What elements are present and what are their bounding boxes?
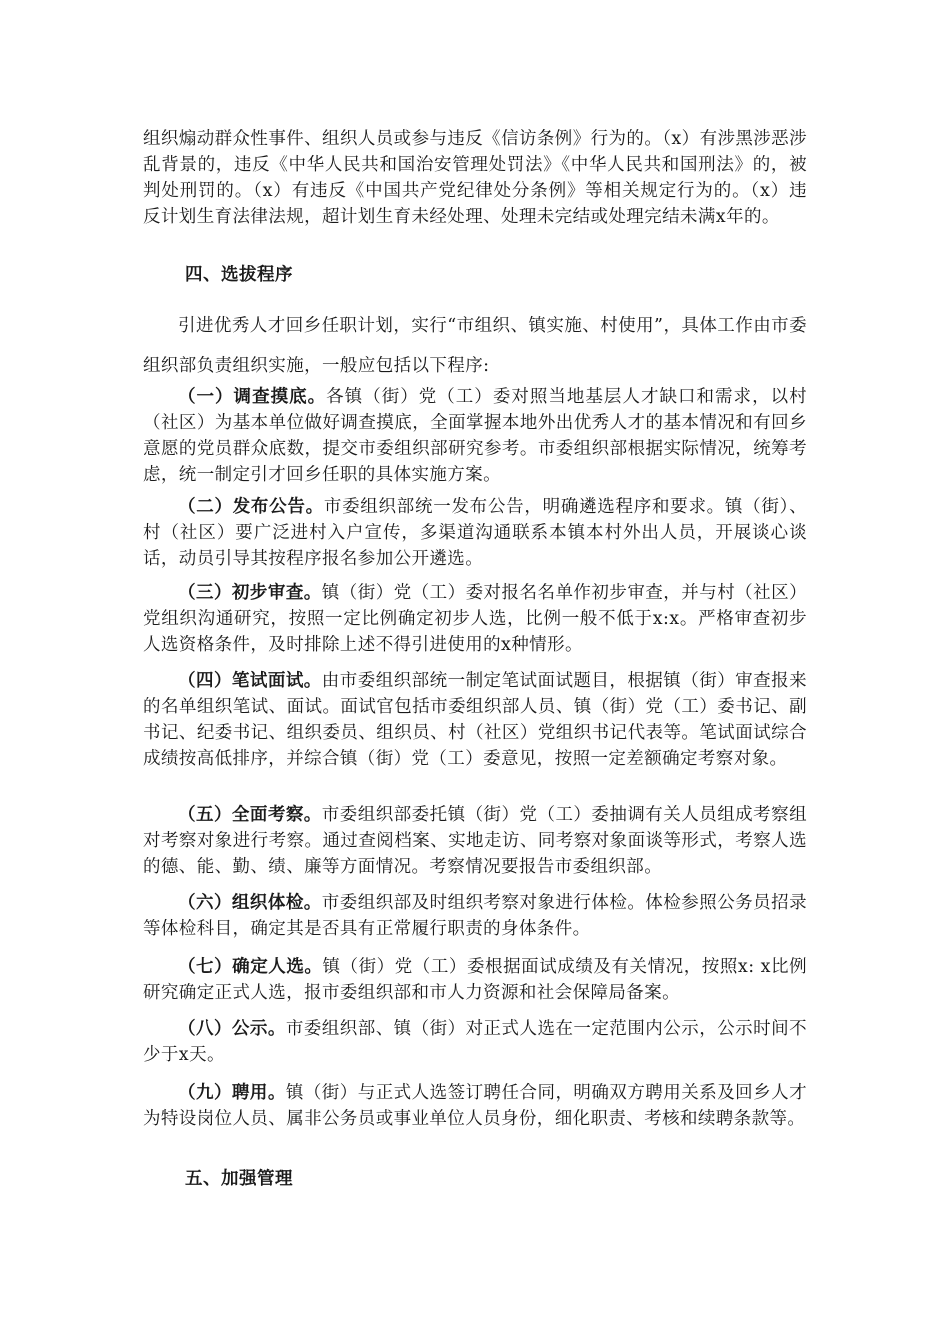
step-paragraph: [143, 494, 807, 572]
section-intro-paragraph: 引进优秀人才回乡任职计划，实行“市组织、镇实施、村使用”，具体工作由市委组织部负责组织实施，一般应包括以下程序:: [143, 316, 807, 376]
step-label: （九）聘用。: [178, 1083, 286, 1103]
step-label: （一）调查摸底。: [178, 387, 327, 407]
step-label: （七）确定人选。: [178, 957, 323, 977]
step-paragraph: [143, 580, 807, 658]
step-paragraph: [143, 890, 807, 942]
section-heading-5: 五、加强管理: [185, 1169, 293, 1189]
step-paragraph: [143, 802, 807, 880]
step-label: （二）发布公告。: [178, 497, 324, 517]
continuation-paragraph: 组织煽动群众性事件、组织人员或参与违反《信访条例》行为的。（x）有涉黑涉恶涉乱背景的，违反《中华人民共和国治安管理处罚法》《中华人民共和国刑法》的，被判处刑罚的。（x）有违反《中国共产党纪律处分条例》等相关规定行为的。（x）违反计划生育法律法规，超计划生育未经处理、处理未完结或处理完结未满x年的。: [143, 129, 807, 227]
step-text: 镇（街）党（工）委对报名名单作初步审查，并与村（社区）党组织沟通研究，按照一定比例确定初步人选，比例一般不低于x:x。严格审查初步人选资格条件，及时排除上述不得引进使用的x种情形。: [143, 583, 807, 655]
step-text: 市委组织部统一发布公告，明确遴选程序和要求。镇（街）、村（社区）要广泛进村入户宣传，多渠道沟通联系本镇本村外出人员，开展谈心谈话，动员引导其按程序报名参加公开遴选。: [143, 497, 807, 569]
step-paragraph: [143, 1080, 807, 1132]
section-heading-4: 四、选拔程序: [185, 265, 293, 285]
step-paragraph: [143, 668, 807, 772]
step-label: （三）初步审查。: [178, 583, 322, 603]
step-text: 镇（街）党（工）委根据面试成绩及有关情况，按照x: x比例研究确定正式人选，报市委组织部和市人力资源和社会保障局备案。: [143, 957, 808, 1003]
step-text: 市委组织部委托镇（街）党（工）委抽调有关人员组成考察组对考察对象进行考察。通过查阅档案、实地走访、同考察对象面谈等形式，考察人选的德、能、勤、绩、廉等方面情况。考察情况要报告市委组织部。: [143, 805, 807, 877]
step-paragraph: [143, 1016, 807, 1068]
step-paragraph: [143, 384, 807, 488]
step-text: 市委组织部、镇（街）对正式人选在一定范围内公示，公示时间不少于x天。: [143, 1019, 807, 1065]
step-label: （四）笔试面试。: [178, 671, 322, 691]
step-label: （八）公示。: [178, 1019, 286, 1039]
step-paragraph: [143, 954, 807, 1006]
step-text: 镇（街）与正式人选签订聘任合同，明确双方聘用关系及回乡人才为特设岗位人员、属非公务员或事业单位人员身份，细化职责、考核和续聘条款等。: [143, 1083, 807, 1129]
step-text: 各镇（街）党（工）委对照当地基层人才缺口和需求，以村（社区）为基本单位做好调查摸底，全面掌握本地外出优秀人才的基本情况和有回乡意愿的党员群众底数，提交市委组织部研究参考。市委组织部根据实际情况，统筹考虑，统一制定引才回乡任职的具体实施方案。: [143, 387, 808, 485]
step-label: （五）全面考察。: [178, 805, 322, 825]
step-text: 由市委组织部统一制定笔试面试题目，根据镇（街）审查报来的名单组织笔试、面试。面试官包括市委组织部人员、镇（街）党（工）委书记、副书记、纪委书记、组织委员、组织员、村（社区）党组织书记代表等。笔试面试综合成绩按高低排序，并综合镇（街）党（工）委意见，按照一定差额确定考察对象。: [143, 671, 807, 769]
step-text: 市委组织部及时组织考察对象进行体检。体检参照公务员招录等体检科目，确定其是否具有正常履行职责的身体条件。: [143, 893, 807, 939]
step-label: （六）组织体检。: [178, 893, 322, 913]
